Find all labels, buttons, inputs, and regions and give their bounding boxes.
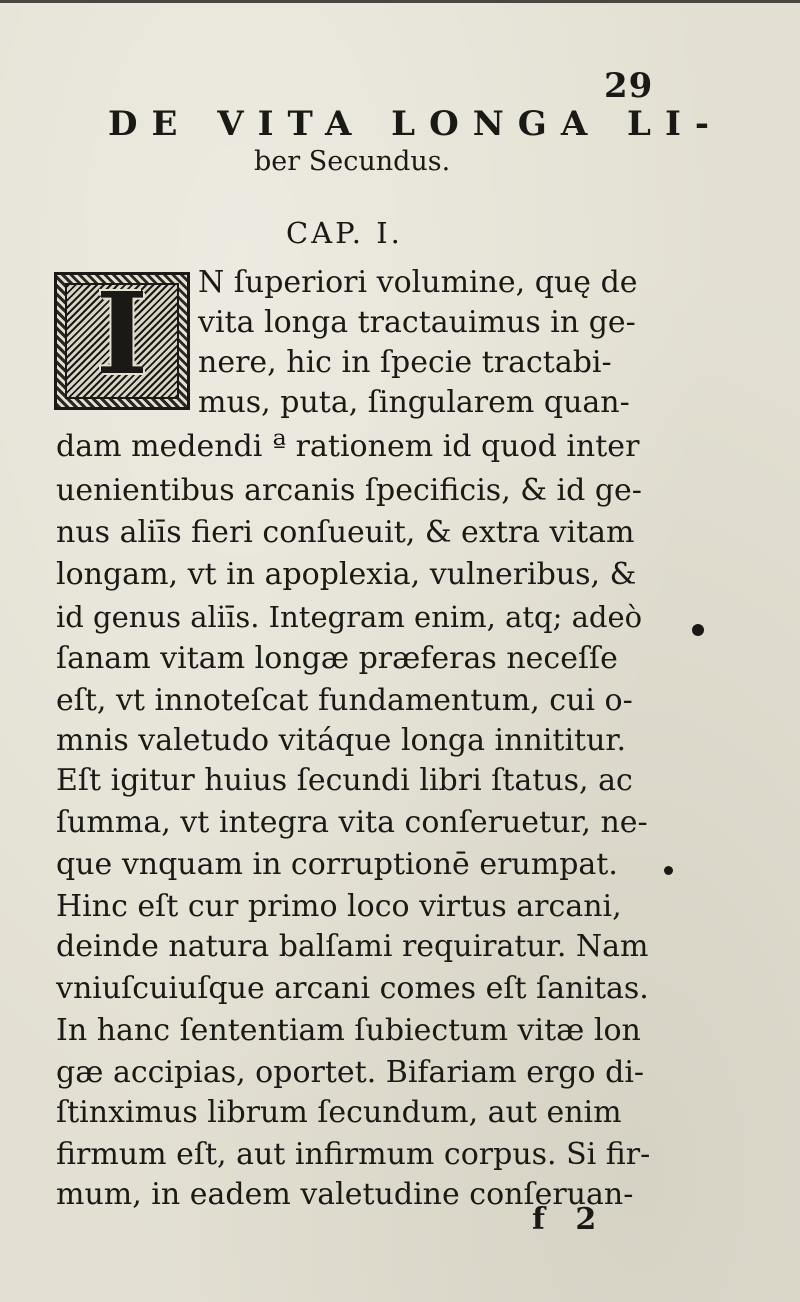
text-line: vniuſcuiuſque arcani comes eſt ſanitas. bbox=[56, 971, 649, 1006]
text-line: uenientibus arcanis ſpecificis, & id ge- bbox=[56, 473, 642, 508]
text-line: longam, vt in apoplexia, vulneribus, & bbox=[56, 557, 637, 592]
running-title-line-1: DE VITA LONGA LI- bbox=[108, 104, 723, 144]
text-line: Hinc eſt cur primo loco virtus arcani, bbox=[56, 889, 622, 924]
signature-mark: f 2 bbox=[532, 1202, 607, 1237]
text-line: mus, puta, ſingularem quan- bbox=[198, 385, 630, 420]
text-line: ſanam vitam longæ præferas neceſſe bbox=[56, 641, 618, 676]
text-line: Eſt igitur huius ſecundi libri ſtatus, ac bbox=[56, 763, 633, 798]
drop-cap-letter: I bbox=[95, 269, 149, 400]
text-line: ſumma, vt integra vita conſeruetur, ne- bbox=[56, 805, 648, 840]
text-line: eſt, vt innoteſcat fundamentum, cui o- bbox=[56, 683, 633, 718]
running-title-line-2: ber Secundus. bbox=[254, 146, 451, 177]
ink-speck bbox=[664, 866, 673, 875]
text-line: que vnquam in corruptionē erumpat. bbox=[56, 847, 618, 882]
text-line: firmum eſt, aut infirmum corpus. Si fir- bbox=[56, 1137, 651, 1172]
page-top-edge bbox=[0, 0, 800, 3]
text-line: N ſuperiori volumine, quę de bbox=[198, 265, 638, 300]
text-line: vita longa tractauimus in ge- bbox=[198, 305, 636, 340]
text-line: nere, hic in ſpecie tractabi- bbox=[198, 345, 612, 380]
ink-speck bbox=[692, 624, 704, 636]
page-number: 29 bbox=[604, 66, 654, 106]
text-line: nus aliīs fieri conſueuit, & extra vitam bbox=[56, 515, 635, 550]
text-line: id genus aliīs. Integram enim, atq; adeò bbox=[56, 600, 643, 634]
text-line: dam medendi ª rationem id quod inter bbox=[56, 429, 640, 464]
text-line: ſtinximus librum ſecundum, aut enim bbox=[56, 1095, 622, 1130]
text-line: mnis valetudo vitáque longa innititur. bbox=[56, 723, 626, 758]
text-line: mum, in eadem valetudine conſeruan- bbox=[56, 1177, 634, 1212]
text-line: gæ accipias, oportet. Bifariam ergo di- bbox=[56, 1055, 645, 1090]
text-line: In hanc ſententiam ſubiectum vitæ lon bbox=[56, 1013, 641, 1048]
decorated-initial bbox=[54, 269, 190, 410]
chapter-heading: CAP. I. bbox=[286, 216, 403, 250]
text-line: deinde natura balſami requiratur. Nam bbox=[56, 929, 649, 964]
